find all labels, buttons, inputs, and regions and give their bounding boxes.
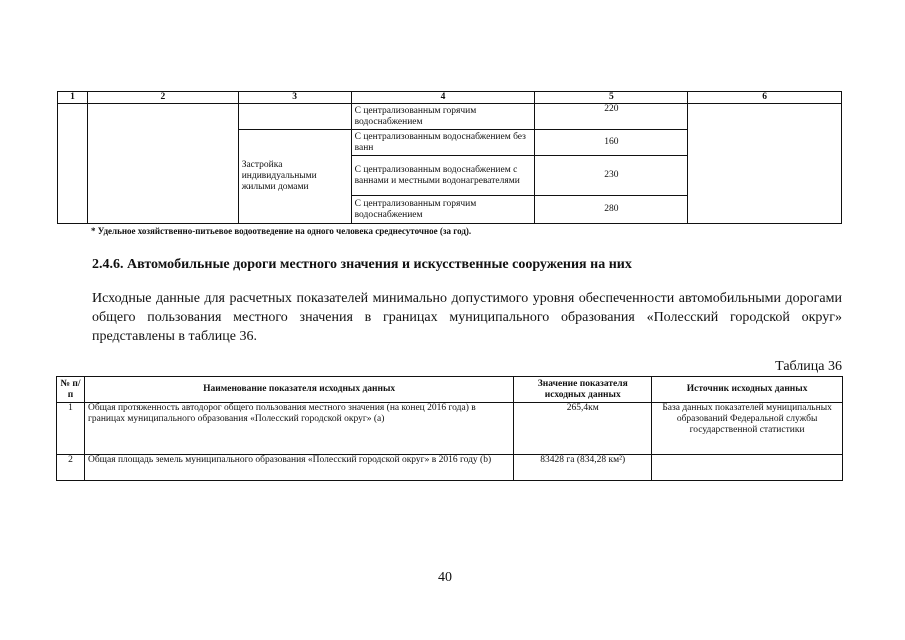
table-header-row (58, 92, 842, 104)
table-row (57, 455, 843, 481)
cell-description: С централизованным горячим водоснабжением (351, 196, 535, 224)
continued-table (57, 91, 842, 224)
empty-cell (238, 104, 351, 130)
cell-description: С централизованным водоснабжением без ванн (351, 130, 535, 156)
cell-value: 230 (535, 156, 688, 196)
col-header: 3 (238, 92, 351, 104)
col-header-name: Наименование показателя исходных данных (84, 377, 513, 403)
col-header: 4 (351, 92, 535, 104)
cell-source (652, 455, 843, 481)
cell-value: 220 (535, 104, 688, 130)
page-number: 40 (438, 570, 452, 585)
col-header: 1 (58, 92, 88, 104)
col-header: 2 (87, 92, 238, 104)
cell-source: База данных показателей муниципальных образований Федеральной службы государственной статистики (652, 403, 843, 455)
cell-value: 83428 га (834,28 км²) (514, 455, 652, 481)
table-row (58, 104, 842, 130)
cell-value: 160 (535, 130, 688, 156)
cell-value: 280 (535, 196, 688, 224)
col-header-num: № п/п (57, 377, 85, 403)
empty-cell (58, 104, 88, 224)
col-header-value: Значение показателя исходных данных (514, 377, 652, 403)
table-36 (56, 376, 843, 481)
cell-num: 1 (57, 403, 85, 455)
empty-cell (688, 104, 842, 224)
col-header-source: Источник исходных данных (652, 377, 843, 403)
cell-description: С централизованным водоснабжением с ваннами и местными водонагревателями (351, 156, 535, 196)
cell-value: 265,4км (514, 403, 652, 455)
body-paragraph (92, 289, 842, 346)
table-footnote: * Удельное хозяйственно-питьевое водоотведение на одного человека среднесуточное (за год). (91, 226, 472, 236)
cell-group-label: Застройка индивидуальными жилыми домами (238, 130, 351, 224)
cell-name: Общая площадь земель муниципального образования «Полесский городской округ» в 2016 году (b) (84, 455, 513, 481)
paragraph-text: Исходные данные для расчетных показателей минимально допустимого уровня обеспеченности автомобильными дорогами общего пользования местного значения в границах муниципального образования «Полесский городской округ» представлены в таблице 36. (92, 291, 842, 344)
cell-num: 2 (57, 455, 85, 481)
empty-cell (87, 104, 238, 224)
table-caption: Таблица 36 (775, 359, 842, 374)
table-row (57, 403, 843, 455)
col-header: 6 (688, 92, 842, 104)
cell-name: Общая протяженность автодорог общего пользования местного значения (на конец 2016 года) в границах муниципального образования «Полесский городской округ» (а) (84, 403, 513, 455)
table-header-row (57, 377, 843, 403)
cell-description: С централизованным горячим водоснабжением (351, 104, 535, 130)
col-header: 5 (535, 92, 688, 104)
section-heading: 2.4.6. Автомобильные дороги местного значения и искусственные сооружения на них (92, 257, 632, 272)
